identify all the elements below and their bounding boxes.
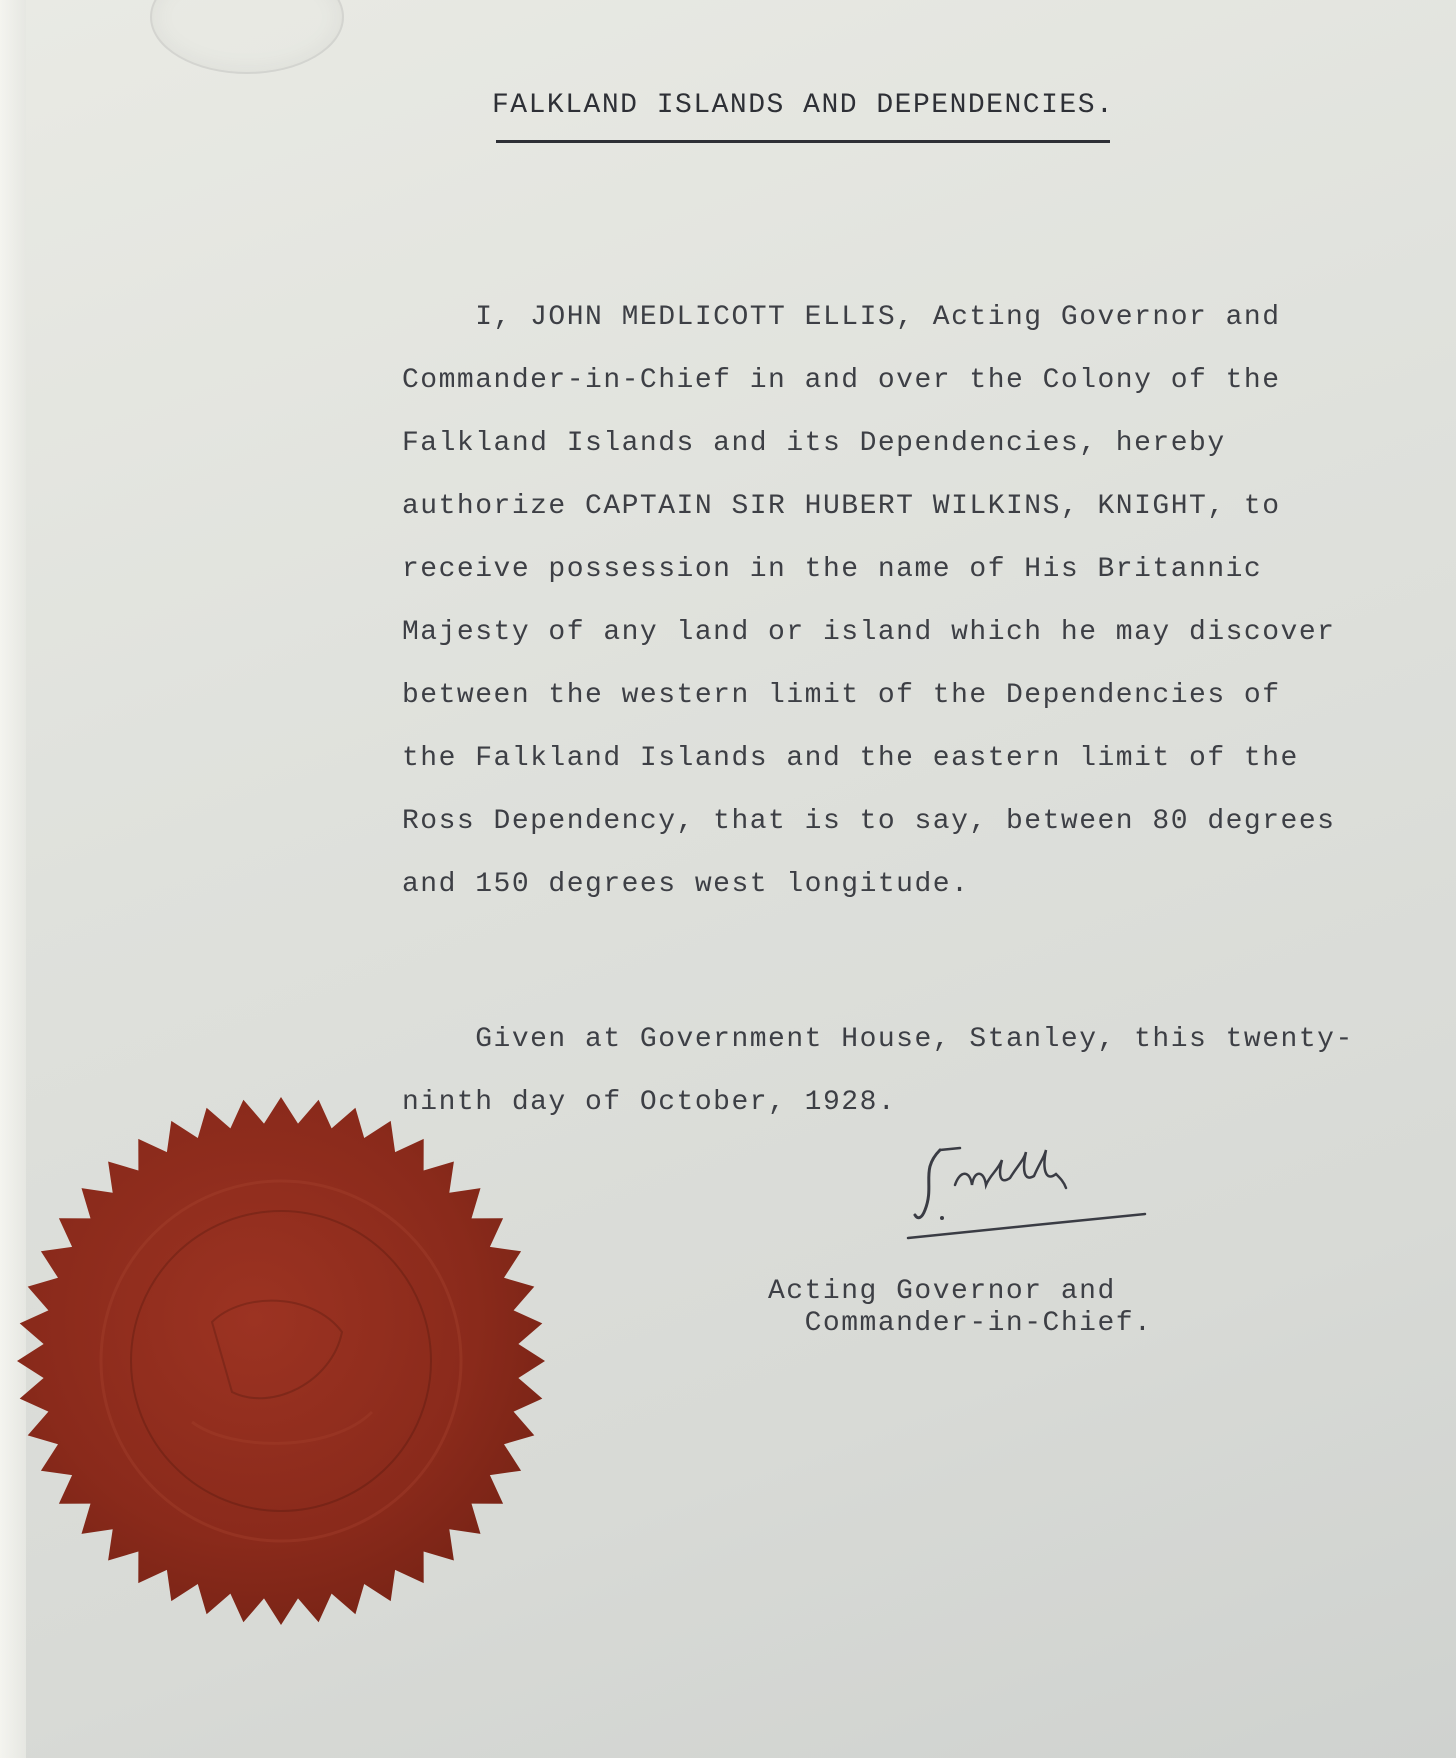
handwritten-signature-icon <box>900 1140 1160 1240</box>
body-line: receive possession in the name of His Britannic <box>402 554 1263 585</box>
body-line: between the western limit of the Dependencies of <box>402 680 1281 711</box>
heading-underline <box>496 140 1110 143</box>
red-wax-seal-icon <box>12 1092 550 1630</box>
body-line: Majesty of any land or island which he may discover <box>402 617 1336 648</box>
signatory-title-line: Commander-in-Chief. <box>768 1308 1153 1339</box>
embossed-stamp-icon <box>150 0 344 74</box>
document-heading: FALKLAND ISLANDS AND DEPENDENCIES. <box>492 90 1115 121</box>
body-line: Commander-in-Chief in and over the Colony of the <box>402 365 1281 396</box>
signatory-title-line: Acting Governor and <box>768 1276 1116 1307</box>
given-line: ninth day of October, 1928. <box>402 1087 897 1118</box>
body-line: I, JOHN MEDLICOTT ELLIS, Acting Governor and <box>402 302 1281 333</box>
body-line: authorize CAPTAIN SIR HUBERT WILKINS, KNIGHT, to <box>402 491 1281 522</box>
given-line: Given at Government House, Stanley, this twenty- <box>402 1024 1354 1055</box>
body-line: the Falkland Islands and the eastern limit of the <box>402 743 1299 774</box>
body-line: and 150 degrees west longitude. <box>402 869 970 900</box>
body-line: Ross Dependency, that is to say, between 80 degrees <box>402 806 1336 837</box>
body-line: Falkland Islands and its Dependencies, hereby <box>402 428 1226 459</box>
